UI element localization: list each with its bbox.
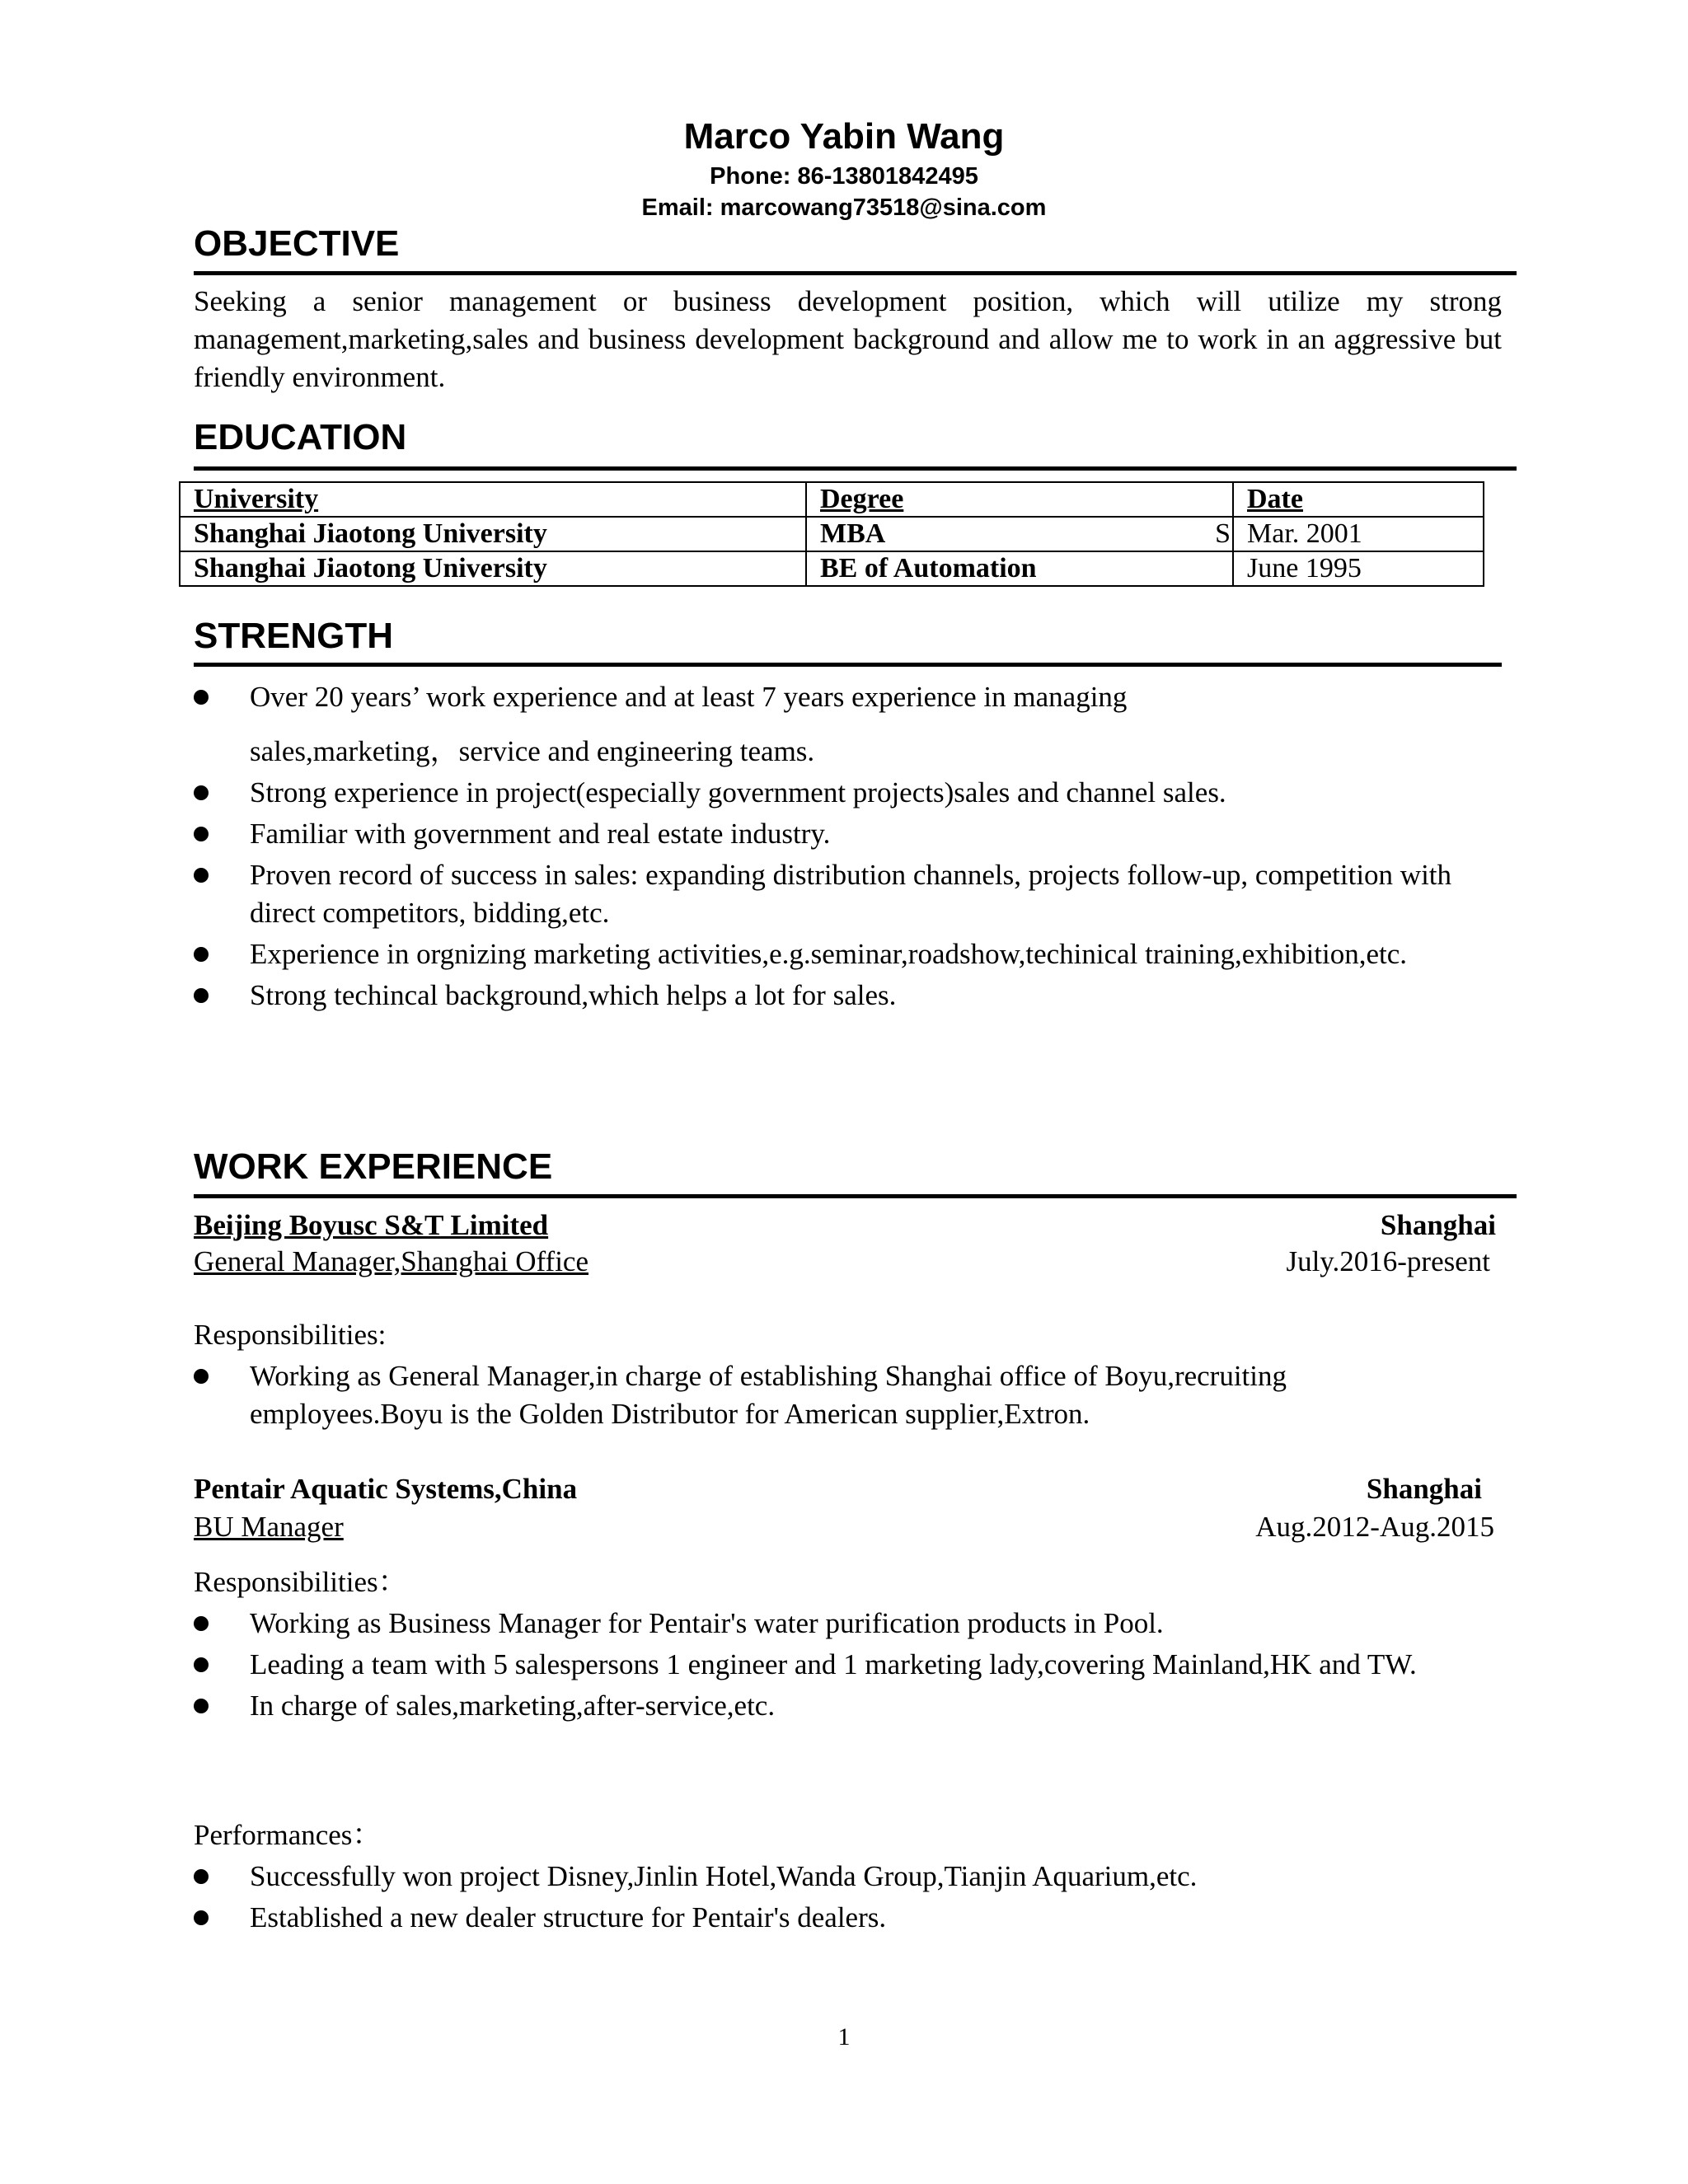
job-role: General Manager,Shanghai Office xyxy=(194,1245,588,1277)
strength-heading: STRENGTH xyxy=(194,616,393,656)
email-line: Email: marcowang73518@sina.com xyxy=(641,194,1047,221)
objective-text: Seeking a senior management or business development position, which will utilize my strong management,marketing,sales and business development background and allow me to work in an aggressive but friendly environment. xyxy=(194,285,1502,393)
job-subheader xyxy=(194,1243,1490,1281)
bullet-icon xyxy=(194,1699,209,1713)
degree-mark: S xyxy=(1215,518,1231,549)
responsibilities-label: Responsibilities: xyxy=(194,1319,387,1351)
page-number: 1 xyxy=(837,2023,851,2050)
list-item-text: Successfully won project Disney,Jinlin Hotel,Wanda Group,Tianjin Aquarium,etc. xyxy=(250,1860,1198,1892)
bullet-icon xyxy=(194,947,209,962)
job-responsibilities-list xyxy=(194,1357,1479,1433)
table-row xyxy=(180,551,1484,586)
bullet-icon xyxy=(194,1369,209,1384)
list-item-text: Established a new dealer structure for Pentair's dealers. xyxy=(250,1901,887,1933)
bullet-icon xyxy=(194,988,209,1003)
job-header xyxy=(194,1470,1482,1508)
candidate-name: Marco Yabin Wang xyxy=(683,116,1005,157)
education-heading: EDUCATION xyxy=(194,417,407,457)
table-row xyxy=(180,517,1484,551)
degree-value: MBA xyxy=(820,518,886,549)
responsibilities-label: Responsibilities： xyxy=(194,1566,407,1598)
list-item xyxy=(194,1687,1479,1725)
job-responsibilities-list xyxy=(194,1605,1479,1725)
list-item xyxy=(194,1899,1479,1937)
list-item xyxy=(194,1605,1479,1643)
bullet-icon xyxy=(194,1657,209,1672)
list-item-text: Working as General Manager,in charge of establishing Shanghai office of Boyu,recruiting employees.Boyu is the Golden Distributor for American supplier,Extron. xyxy=(250,1360,1287,1430)
list-item xyxy=(194,1357,1479,1433)
bullet-icon xyxy=(194,868,209,883)
strength-divider xyxy=(194,663,1502,667)
university-cell: Shanghai Jiaotong University xyxy=(180,517,806,551)
job-period: July.2016-present xyxy=(1286,1245,1490,1277)
job-performances-list xyxy=(194,1858,1479,1937)
strength-list xyxy=(194,678,1512,1015)
job-subheader xyxy=(194,1508,1494,1546)
date-cell: June 1995 xyxy=(1233,551,1484,586)
list-item-text: Working as Business Manager for Pentair's water purification products in Pool. xyxy=(250,1607,1164,1639)
objective-heading: OBJECTIVE xyxy=(194,223,400,264)
bullet-icon xyxy=(194,785,209,800)
bullet-icon xyxy=(194,827,209,841)
column-header-university: University xyxy=(180,482,806,517)
job-period: Aug.2012-Aug.2015 xyxy=(1255,1511,1494,1543)
list-item xyxy=(194,856,1453,932)
list-item xyxy=(194,733,1512,771)
column-header-degree: Degree xyxy=(806,482,1233,517)
job-header xyxy=(194,1207,1496,1244)
list-item xyxy=(194,977,1512,1015)
list-item xyxy=(194,1858,1479,1896)
date-cell: Mar. 2001 xyxy=(1233,517,1484,551)
list-item-text: In charge of sales,marketing,after-service,etc. xyxy=(250,1690,776,1722)
degree-cell: BE of Automation xyxy=(806,551,1233,586)
objective-divider xyxy=(194,271,1517,275)
list-item-text: Leading a team with 5 salespersons 1 engineer and 1 marketing lady,covering Mainland,HK and TW. xyxy=(250,1648,1417,1680)
job-location: Shanghai xyxy=(1380,1209,1496,1241)
work-experience-heading: WORK EXPERIENCE xyxy=(194,1146,553,1187)
list-item xyxy=(194,935,1453,973)
university-cell: Shanghai Jiaotong University xyxy=(180,551,806,586)
list-item-text: Over 20 years’ work experience and at least 7 years experience in managing xyxy=(250,681,1128,713)
list-item-text: Strong techincal background,which helps a lot for sales. xyxy=(250,979,897,1011)
list-item-text: Experience in orgnizing marketing activities,e.g.seminar,roadshow,techinical training,exhibition,etc. xyxy=(250,938,1407,970)
company-name: Beijing Boyusc S&T Limited xyxy=(194,1209,549,1241)
list-item-text: Strong experience in project(especially government projects)sales and channel sales. xyxy=(250,776,1226,808)
job-location: Shanghai xyxy=(1366,1473,1482,1505)
list-item xyxy=(194,1646,1479,1684)
list-item-text: Familiar with government and real estate industry. xyxy=(250,818,831,850)
job-role: BU Manager xyxy=(194,1511,344,1543)
work-experience-divider xyxy=(194,1194,1517,1198)
phone-line: Phone: 86-13801842495 xyxy=(710,163,978,190)
bullet-icon xyxy=(194,1616,209,1631)
table-header-row xyxy=(180,482,1484,517)
bullet-icon xyxy=(194,1869,209,1884)
education-table xyxy=(179,481,1484,587)
education-divider xyxy=(194,466,1517,471)
list-item xyxy=(194,815,1512,853)
performances-label: Performances： xyxy=(194,1819,382,1851)
degree-cell xyxy=(806,517,1233,551)
bullet-icon xyxy=(194,1910,209,1925)
list-item xyxy=(194,678,1512,716)
list-item-text: Proven record of success in sales: expanding distribution channels, projects follow-up, competition with direct competitors, bidding,etc. xyxy=(250,859,1452,929)
list-item xyxy=(194,774,1512,812)
company-name: Pentair Aquatic Systems,China xyxy=(194,1473,578,1505)
column-header-date: Date xyxy=(1233,482,1484,517)
bullet-icon xyxy=(194,690,209,705)
list-item-text: sales,marketing，service and engineering teams. xyxy=(250,735,815,767)
